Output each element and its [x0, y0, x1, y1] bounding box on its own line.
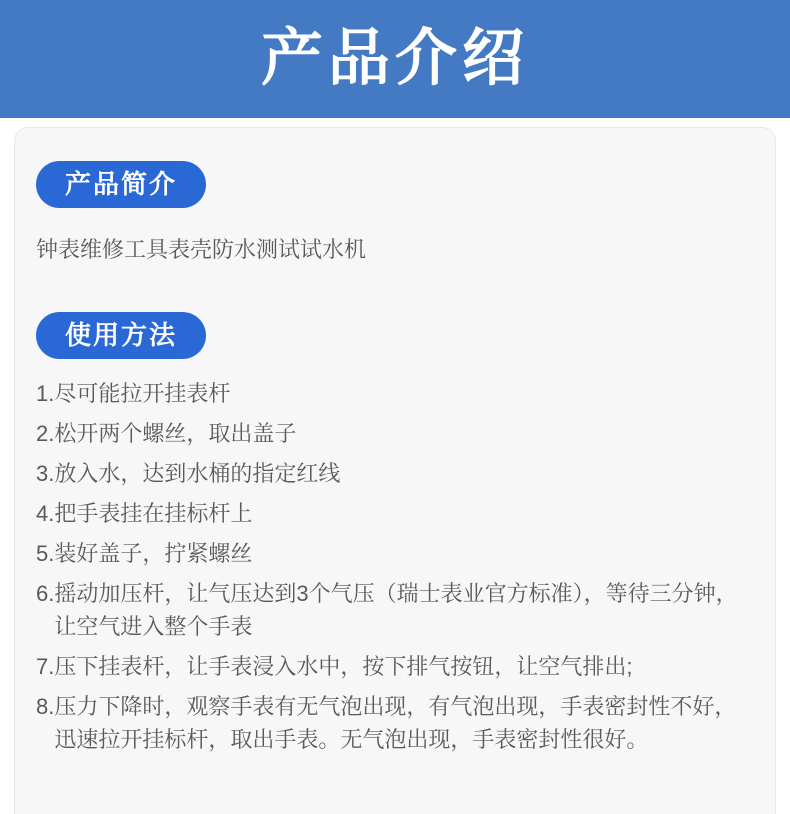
step-text: 装好盖子，拧紧螺丝 [54, 541, 253, 566]
step-number: 8. [36, 694, 55, 719]
usage-step-7 [36, 650, 753, 683]
usage-step-4 [36, 497, 753, 530]
section-product-brief [36, 161, 753, 265]
step-number: 2. [36, 421, 55, 446]
usage-step-1 [36, 377, 753, 410]
step-number: 1. [36, 381, 55, 406]
step-text: 压力下降时，观察手表有无气泡出现，有气泡出现，手表密封性不好，迅速拉开挂标杆，取出手表。无气泡出现，手表密封性很好。 [54, 694, 737, 752]
step-text: 压下挂表杆，让手表浸入水中，按下排气按钮，让空气排出; [54, 654, 633, 679]
step-text: 摇动加压杆，让气压达到3个气压（瑞士表业官方标准），等待三分钟，让空气进入整个手表 [54, 581, 738, 639]
page-header-banner [0, 0, 790, 118]
usage-step-5 [36, 537, 753, 570]
usage-step-6 [36, 577, 753, 643]
step-number: 7. [36, 654, 55, 679]
usage-method-badge: 使用方法 [36, 312, 206, 359]
usage-steps-list [36, 377, 753, 756]
usage-step-3 [36, 457, 753, 490]
usage-step-2 [36, 417, 753, 450]
content-card [14, 127, 776, 814]
product-brief-badge: 产品简介 [36, 161, 206, 208]
step-number: 6. [36, 581, 55, 606]
step-text: 松开两个螺丝，取出盖子 [54, 421, 297, 446]
product-brief-text: 钟表维修工具表壳防水测试试水机 [36, 237, 367, 262]
section-usage-method [36, 312, 753, 756]
page-title: 产品介绍 [260, 24, 529, 93]
step-text: 把手表挂在挂标杆上 [54, 501, 253, 526]
step-number: 4. [36, 501, 55, 526]
step-number: 5. [36, 541, 55, 566]
step-text: 尽可能拉开挂表杆 [54, 381, 231, 406]
step-number: 3. [36, 461, 55, 486]
usage-step-8 [36, 690, 753, 756]
step-text: 放入水，达到水桶的指定红线 [54, 461, 341, 486]
